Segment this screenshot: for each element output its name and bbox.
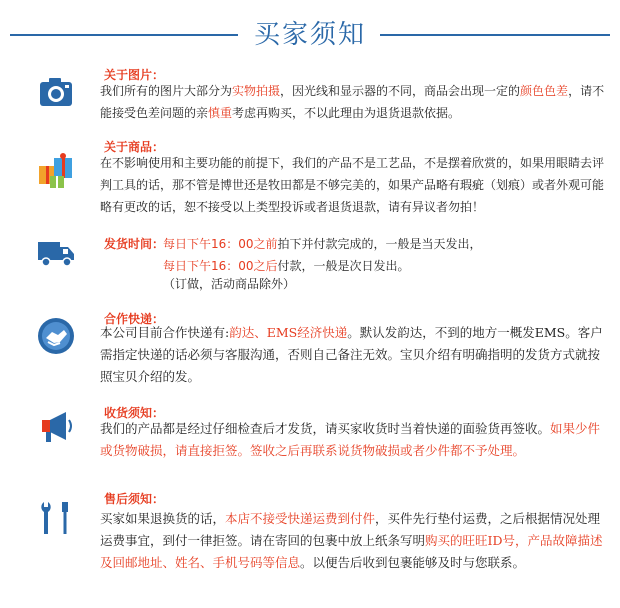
aftersales-body: [100, 508, 605, 574]
courier-highlight: 韵达、EMS经济快递: [229, 325, 348, 340]
shipping-section: [0, 228, 620, 296]
shipping-line-2: [163, 257, 410, 274]
receipt-text: 我们的产品都是经过仔细检查后才发货，请买家收货时当着快递的面验货再签收。: [100, 421, 551, 436]
shipping-cutoff-after: 每日下午16：00之后: [163, 259, 278, 273]
courier-text-1: 本公司目前合作快递有:: [100, 325, 230, 340]
photo-body: [100, 80, 605, 124]
aftersales-text-2: ，买件先行垫付运费，之后根据情况处理运费事宜，到付一律拒签。请在寄回的包裹中放上纸条写明: [100, 511, 601, 548]
receipt-body: [100, 418, 605, 462]
camera-icon: [36, 72, 76, 112]
photo-text-3: ，请不能接受色差问题的亲: [100, 84, 605, 120]
photo-text-1: 我们所有的图片大部分为: [100, 84, 233, 98]
courier-section: [0, 308, 620, 394]
aftersales-text-1: 买家如果退换货的话，: [100, 511, 226, 526]
shipping-line-2-rest: 付款，一般是次日发出。: [277, 259, 410, 273]
gift-boxes-icon: [36, 150, 76, 190]
receipt-section: [0, 404, 620, 480]
product-section: [0, 136, 620, 218]
photo-text-4: 考虑再购买，不以此理由为退货退款依据。: [232, 106, 461, 120]
product-title: 关于商品：: [104, 140, 165, 154]
tools-icon: [36, 498, 76, 538]
shipping-title: 发货时间：: [104, 237, 165, 251]
aftersales-highlight-2: 购买的旺旺ID号，产品故障描述及回邮地址、姓名、手机号码等信息: [100, 533, 603, 570]
shipping-line-1: [163, 235, 482, 252]
photo-highlight-2: 颜色色差: [520, 84, 569, 98]
header-rule-right: [380, 34, 610, 36]
product-body: 在不影响使用和主要功能的前提下，我们的产品不是工艺品，不是摆着欣赏的，如果用眼睛去评判工具的话，那不管是博世还是牧田都是不够完美的，如果产品略有瑕疵（划痕）或者外观可能略有更改的话，恕不接受以上类型投诉或者退货退款，请有异议者勿拍！: [100, 156, 605, 214]
photo-title: 关于图片：: [104, 68, 165, 82]
photo-section: [0, 62, 620, 124]
shipping-cutoff-before: 每日下午16：00之前: [163, 237, 278, 251]
megaphone-icon: [36, 406, 76, 446]
aftersales-text-3: 。以便告后收到包裹能够及时与您联系。: [300, 555, 526, 570]
photo-text-2: ，因光线和显示器的不同，商品会出现一定的: [280, 84, 521, 98]
page-title: 买家须知: [253, 20, 366, 50]
page-header: [0, 0, 620, 60]
header-rule-left: [10, 34, 238, 36]
shipping-line-1-rest: 拍下并付款完成的，一般是当天发出，: [277, 237, 482, 251]
shipping-note: （订做，活动商品除外）: [163, 277, 296, 291]
courier-text-2: 。默认发韵达，不到的地方一概发EMS。客户需指定快递的话必须与客服沟通，否则自己备注无效。宝贝介绍有明确指明的发货方式就按照宝贝介绍的发。: [100, 325, 603, 384]
receipt-title: 收货须知：: [104, 406, 165, 420]
courier-title: 合作快递：: [104, 312, 165, 326]
delivery-truck-icon: [36, 232, 76, 272]
photo-highlight-3: 慎重: [208, 106, 233, 120]
aftersales-highlight-1: 本店不接受快递运费到付件: [225, 511, 376, 526]
aftersales-title: 售后须知：: [104, 492, 165, 506]
handshake-icon: [36, 316, 76, 356]
courier-body: [100, 322, 605, 388]
aftersales-section: [0, 490, 620, 602]
receipt-warning: 如果少件或货物破损，请直接拒签。签收之后再联系说货物破损或者少件都不予处理。: [100, 421, 601, 458]
photo-highlight-1: 实物拍摄: [232, 84, 281, 98]
